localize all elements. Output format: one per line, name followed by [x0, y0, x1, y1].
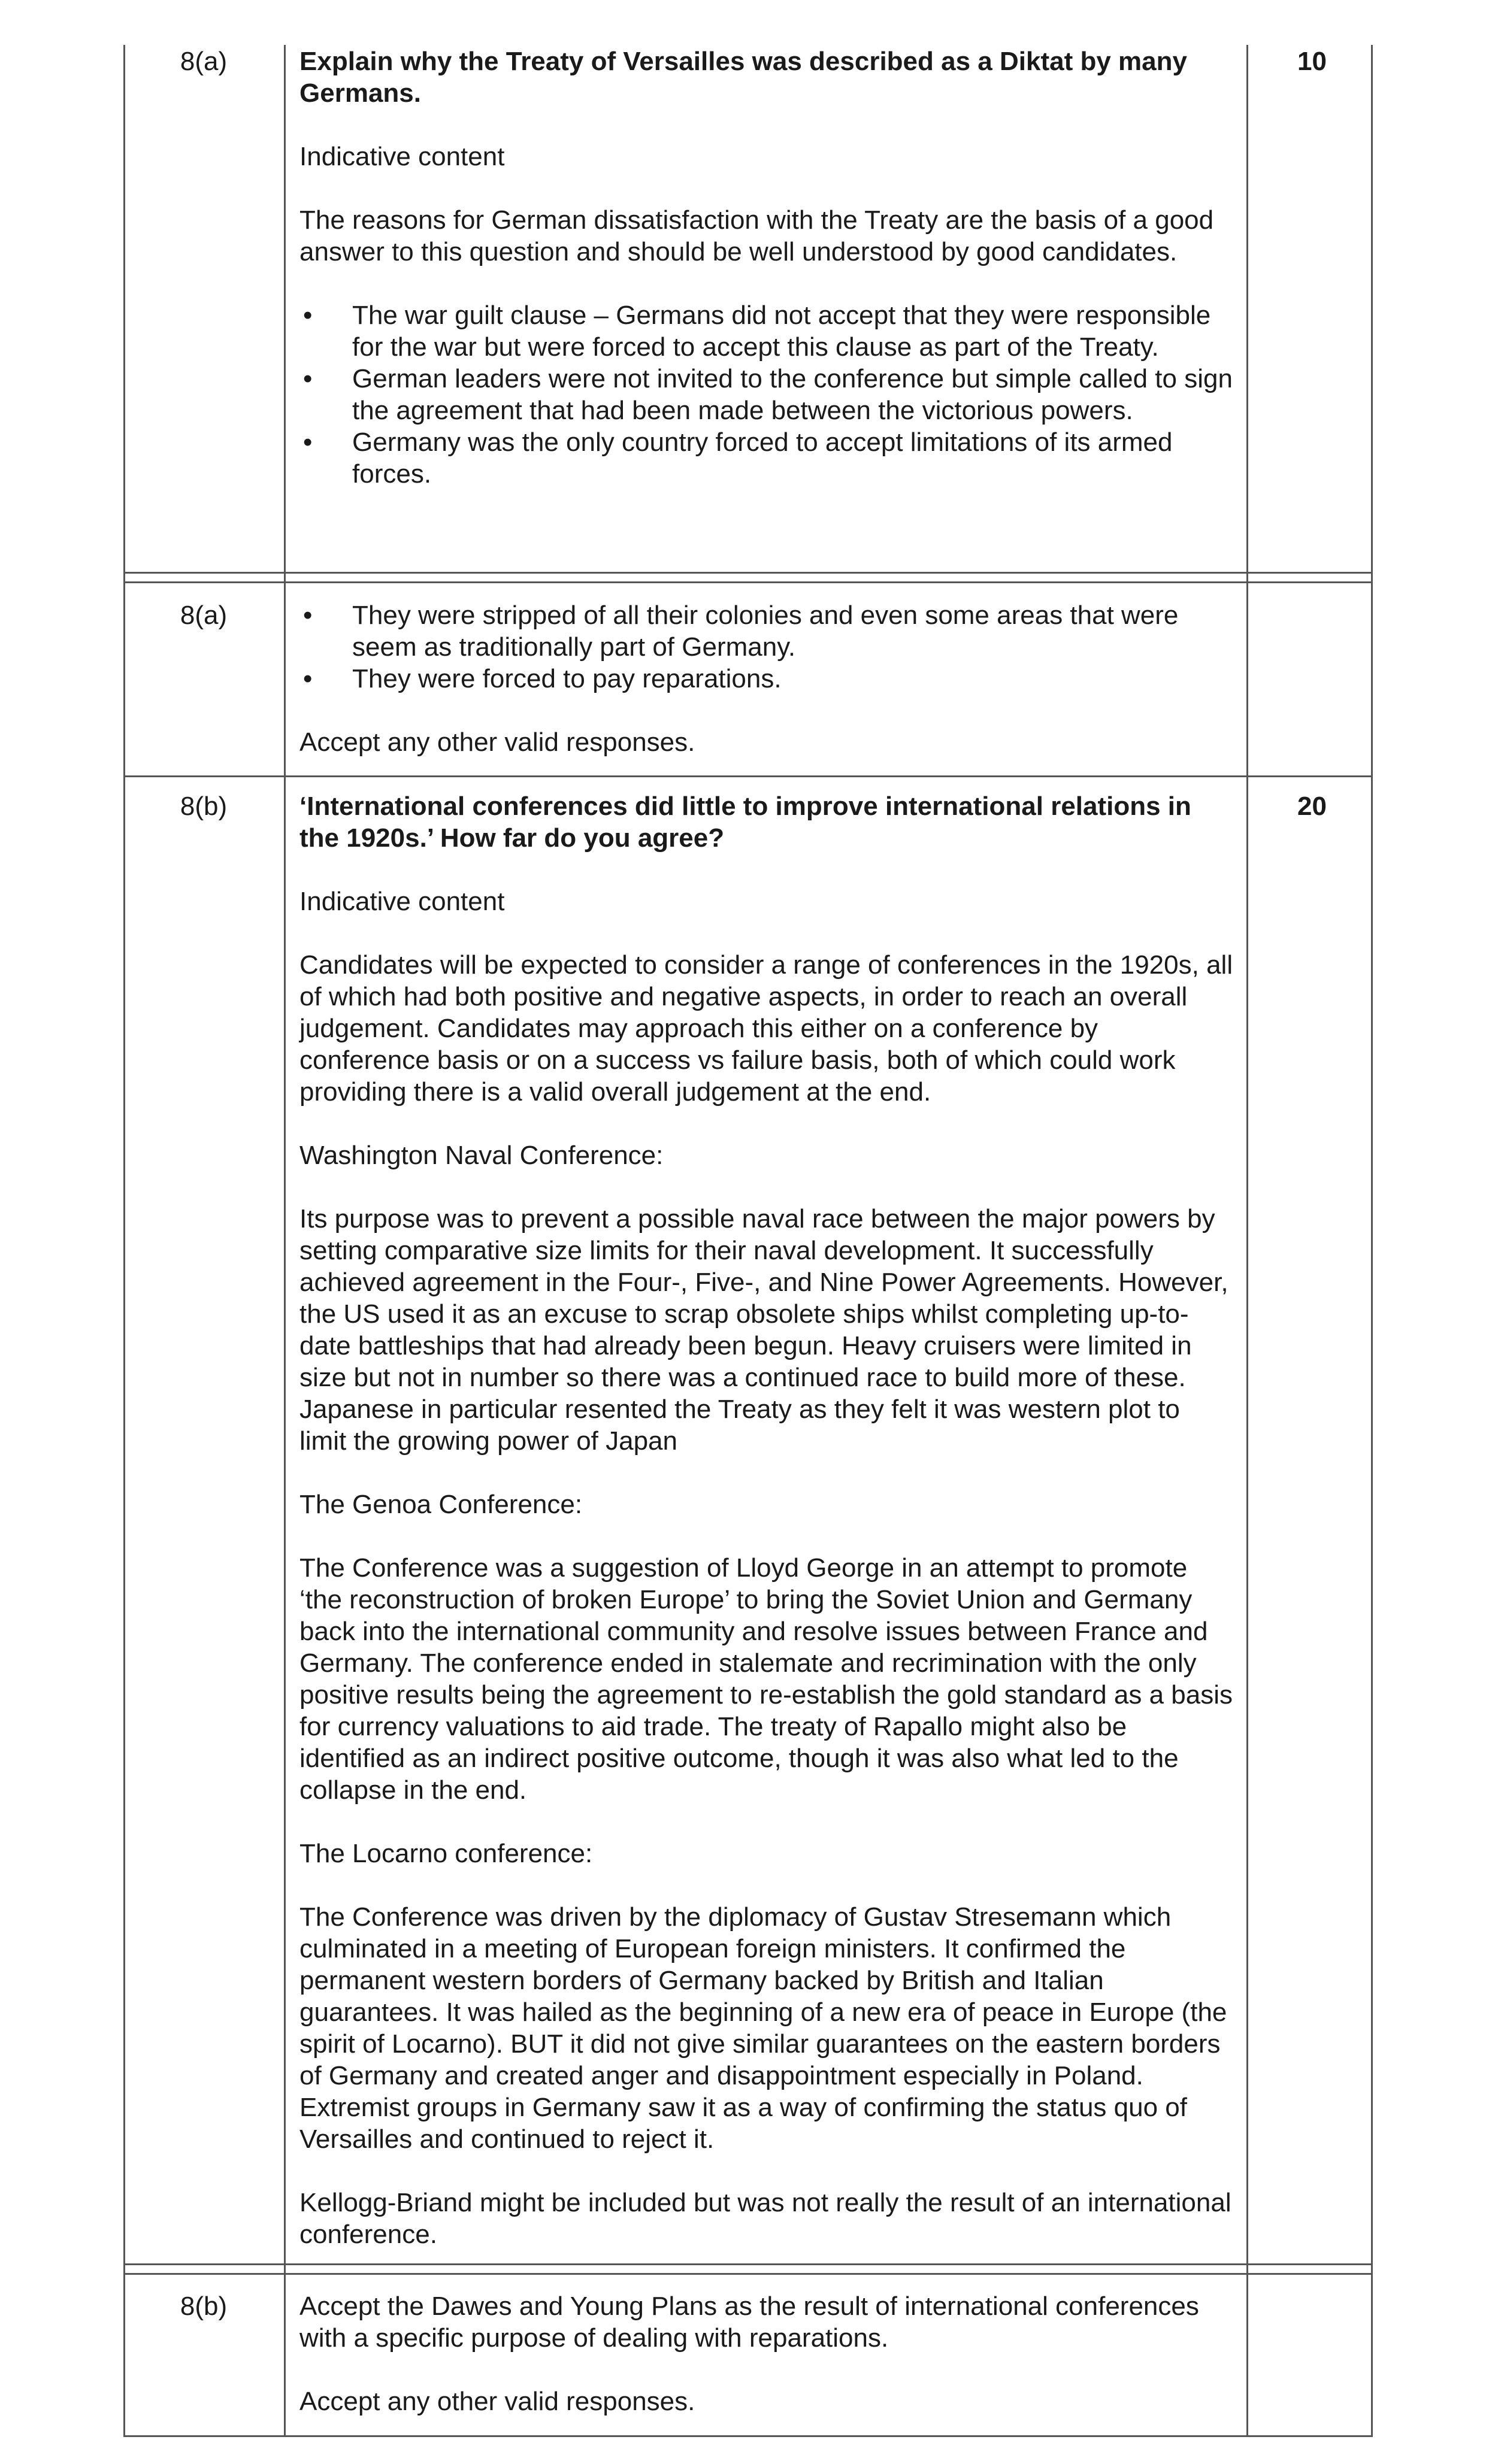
page-break-rule: [123, 581, 1373, 583]
paragraph: The Conference was driven by the diplomacy of Gustav Stresemann which culminated in a meeting of European foreign ministers. It confirmed the permanent western borders of Germany backed by British and Italian guarantees. It was hailed as the beginning of a new era of peace in Europe (the spirit of Locarno). BUT it did not give similar guarantees on the eastern borders of Germany and created anger and disappointment especially in Poland. Extremist groups in Germany saw it as a way of confirming the status quo of Versailles and continued to reject it.: [299, 1902, 1227, 2154]
answer-cell: [299, 599, 1234, 758]
bullet-item: • Germany was the only country forced to accept limitations of its armed forces.: [299, 426, 1234, 490]
bullet-item: • German leaders were not invited to the conference but simple called to sign the agreement that had been made between the victorious powers.: [299, 363, 1234, 426]
answer-cell: [299, 46, 1234, 490]
paragraph: Accept the Dawes and Young Plans as the result of international conferences with a specific purpose of dealing with reparations.: [299, 2292, 1199, 2353]
question-heading: Explain why the Treaty of Versailles was described as a Diktat by many Germans.: [299, 47, 1187, 108]
question-number: 8(a): [180, 601, 228, 630]
bullet-item: • The war guilt clause – Germans did not accept that they were responsible for the war but were forced to accept this clause as part of the Treaty.: [299, 299, 1234, 363]
table-bottom-border: [123, 2435, 1373, 2437]
bullet-item: • They were stripped of all their colonies and even some areas that were seem as traditionally part of Germany.: [299, 599, 1234, 663]
closing-note: Accept any other valid responses.: [299, 728, 695, 757]
bullet-list: [299, 599, 1234, 695]
table-right-border: [1371, 45, 1373, 2437]
question-number: 8(b): [180, 2292, 228, 2321]
paragraph: The Conference was a suggestion of Lloyd George in an attempt to promote ‘the reconstruction of broken Europe’ to bring the Soviet Union and Germany back into the international community and resolve issues between France and Germany. The conference ended in stalemate and recrimination with the only positive results being the agreement to re-establish the gold standard as a basis for currency valuations to aid trade. The treaty of Rapallo might also be identified as an indirect positive outcome, though it was also what led to the collapse in the end.: [299, 1553, 1233, 1805]
closing-note: Accept any other valid responses.: [299, 2387, 695, 2416]
bullet-list: [299, 299, 1234, 490]
paragraph: Its purpose was to prevent a possible naval race between the major powers by setting comparative size limits for their naval development. It successfully achieved agreement in the Four-, Five-, and Nine Power Agreements. However, the US used it as an excuse to scrap obsolete ships whilst completing up-to-date battleships that had already been begun. Heavy cruisers were limited in size but not in number so there was a continued race to build more of these. Japanese in particular resented the Treaty as they felt it was western plot to limit the growing power of Japan: [299, 1204, 1228, 1456]
section-label: Washington Naval Conference:: [299, 1141, 664, 1170]
indicative-content-label: Indicative content: [299, 887, 505, 916]
answer-cell: [299, 2290, 1234, 2417]
question-heading: ‘International conferences did little to improve international relations in the 1920s.’ How far do you agree?: [299, 792, 1191, 853]
marks-value: 20: [1297, 792, 1327, 821]
indicative-content-label: Indicative content: [299, 142, 505, 171]
page-break-rule: [123, 2263, 1373, 2265]
bullet-item: • They were forced to pay reparations.: [299, 663, 1234, 695]
section-label: The Locarno conference:: [299, 1839, 593, 1868]
paragraph: Candidates will be expected to consider a range of conferences in the 1920s, all of which had both positive and negative aspects, in order to reach an overall judgement. Candidates may approach this either on a conference by conference basis or on a success vs failure basis, both of which could work providing there is a valid overall judgement at the end.: [299, 950, 1233, 1107]
column-divider-question: [284, 45, 286, 2437]
intro-paragraph: The reasons for German dissatisfaction with the Treaty are the basis of a good answer to this question and should be well understood by good candidates.: [299, 205, 1214, 266]
page-break-rule: [123, 2273, 1373, 2275]
marks-value: 10: [1297, 47, 1327, 76]
answer-cell: [299, 790, 1234, 2250]
row-divider: [123, 775, 1373, 777]
paragraph: Kellogg-Briand might be included but was not really the result of an international conference.: [299, 2188, 1231, 2249]
page-break-rule: [123, 572, 1373, 574]
question-number: 8(b): [180, 792, 228, 821]
column-divider-marks: [1246, 45, 1248, 2437]
section-label: The Genoa Conference:: [299, 1490, 583, 1519]
question-number: 8(a): [180, 47, 228, 76]
table-left-border: [123, 45, 125, 2437]
